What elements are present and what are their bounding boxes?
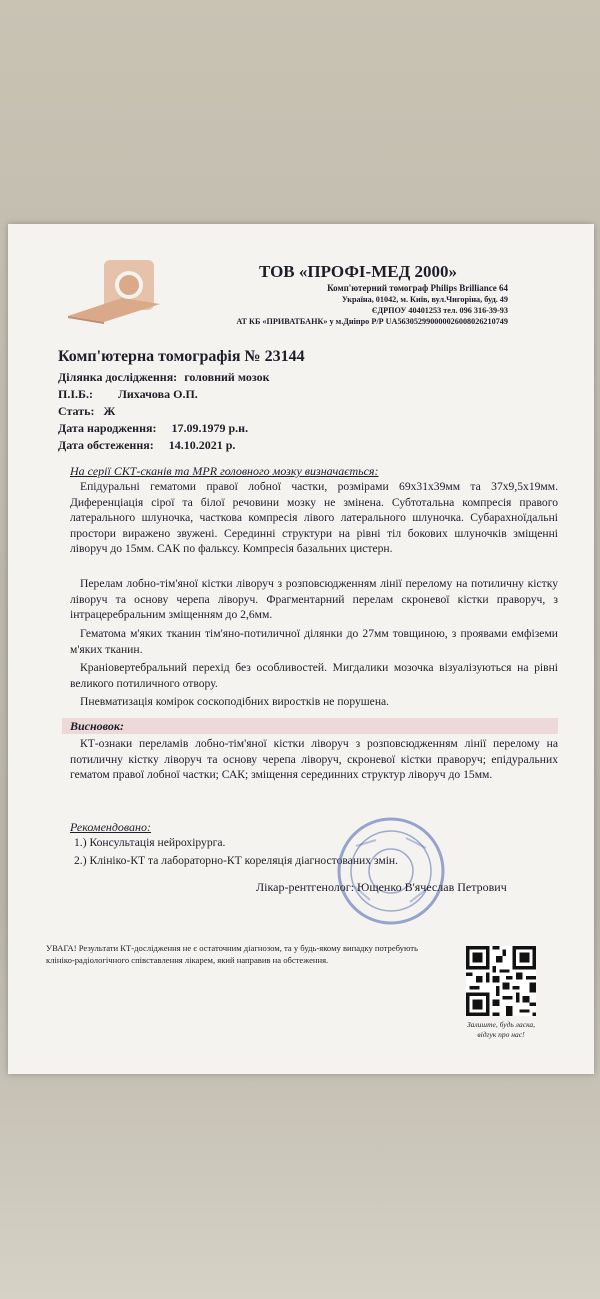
bank-line: АТ КБ «ПРИВАТБАНК» у м.Дніпро Р/Р UA563052990000026008026210749 (236, 317, 508, 326)
scanner-line: Комп'ютерний томограф Philips Brilliance 64 (327, 283, 508, 293)
patient-name-label: П.І.Б.: (58, 387, 93, 401)
findings-paragraph-3: Гематома м'яких тканин тім'яно-потиличної ділянки до 27мм товщиною, з проявами емфіземи м'яких тканин. (70, 627, 558, 656)
qr-caption-line-1: Залиште, будь ласка, (466, 1020, 536, 1029)
sex-label: Стать: (58, 404, 95, 418)
conclusion-text: КТ-ознаки переламів лобно-тім'яної кістки ліворуч з розповсюдженням лінії перелому на потиличну кістку ліворуч та основу черепа ліворуч, скроневої кістки праворуч; епідуральних гематом правої лобної частки; САК; зміщення серединних структур ліворуч до 15мм. (70, 737, 558, 782)
ct-scanner-logo (64, 258, 164, 324)
birth-date-value: 17.09.1979 р.н. (171, 421, 249, 435)
findings-paragraph-4: Краніовертебральний перехід без особливостей. Мигдалики мозочка візуалізуються на рівні великого потиличного отвору. (70, 661, 558, 690)
round-stamp (336, 816, 446, 926)
findings-paragraph-1: Епідуральні гематоми правої лобної частки, розмірами 69x31x39мм та 37x9,5x19мм. Диференціація сірої та білої речовини мозку не змінена. Субтотальна компресія правого латерального шлуночка, часткова компресія лівого латерального шлуночка. Субарахноїдальні простори виражено звужені. Серединні структури на рівні тіл бокових шлуночків зміщенні ліворуч до 15мм. САК по фальксу. Компресія базальних цистерн. (70, 480, 558, 556)
qr-caption-line-2: відгук про нас! (477, 1030, 525, 1039)
findings-heading: На серії СКТ-сканів та MPR головного мозку визначається: (70, 464, 379, 478)
disclaimer-text: УВАГА! Результати КТ-дослідження не є остаточним діагнозом, та у будь-якому випадку потребують клініко-радіологічного співставлення лікарем, який направив на обстеження. (46, 943, 418, 965)
conclusion-heading: Висновок: (70, 719, 124, 733)
exam-date-label: Дата обстеження: (58, 438, 154, 452)
recommendation-item-1: 1.) Консультація нейрохірурга. (74, 836, 226, 849)
findings-paragraph-2: Перелам лобно-тім'яної кістки ліворуч з розповсюдженням лінії перелому на потиличну кістку ліворуч та основу черепа ліворуч. Фрагментарний перелам скроневої кістки праворуч, з інтрацеребральним зміщенням до 2,6мм. (70, 577, 558, 622)
birth-date-label: Дата народження: (58, 421, 157, 435)
address-line: Україна, 01042, м. Київ, вул.Чигоріна, буд. 49 (341, 295, 508, 304)
report-sheet (8, 224, 594, 1074)
sex-field (58, 404, 115, 419)
patient-name-value: Лихачова О.П. (117, 387, 198, 401)
report-title: Комп'ютерна томографія № 23144 (58, 348, 305, 365)
doctor-signature: Лікар-рентгенолог: Ющенко В'ячеслав Петрович (256, 880, 507, 894)
recommendation-item-2: 2.) Клініко-КТ та лабораторно-КТ кореляція діагностованих змін. (74, 854, 399, 867)
qr-caption (456, 1020, 546, 1040)
clinic-name: ТОВ «ПРОФІ-МЕД 2000» (258, 262, 458, 281)
study-area-label: Ділянка дослідження: (58, 370, 178, 384)
qr-code-icon[interactable] (466, 946, 536, 1016)
exam-date-field (58, 438, 235, 453)
sex-value: Ж (103, 404, 116, 418)
registry-phone-line: ЄДРПОУ 40401253 тел. 096 316-39-93 (371, 306, 508, 315)
study-area-value: головний мозок (184, 370, 270, 384)
conclusion-band (62, 718, 558, 734)
findings-paragraph-5: Пневматизація комірок соскоподібних виростків не порушена. (80, 695, 390, 708)
birth-date-field (58, 421, 248, 436)
exam-date-value: 14.10.2021 р. (168, 438, 236, 452)
patient-name-field (58, 387, 198, 402)
study-area-field (58, 370, 270, 385)
recommendations-heading: Рекомендовано: (70, 820, 152, 834)
